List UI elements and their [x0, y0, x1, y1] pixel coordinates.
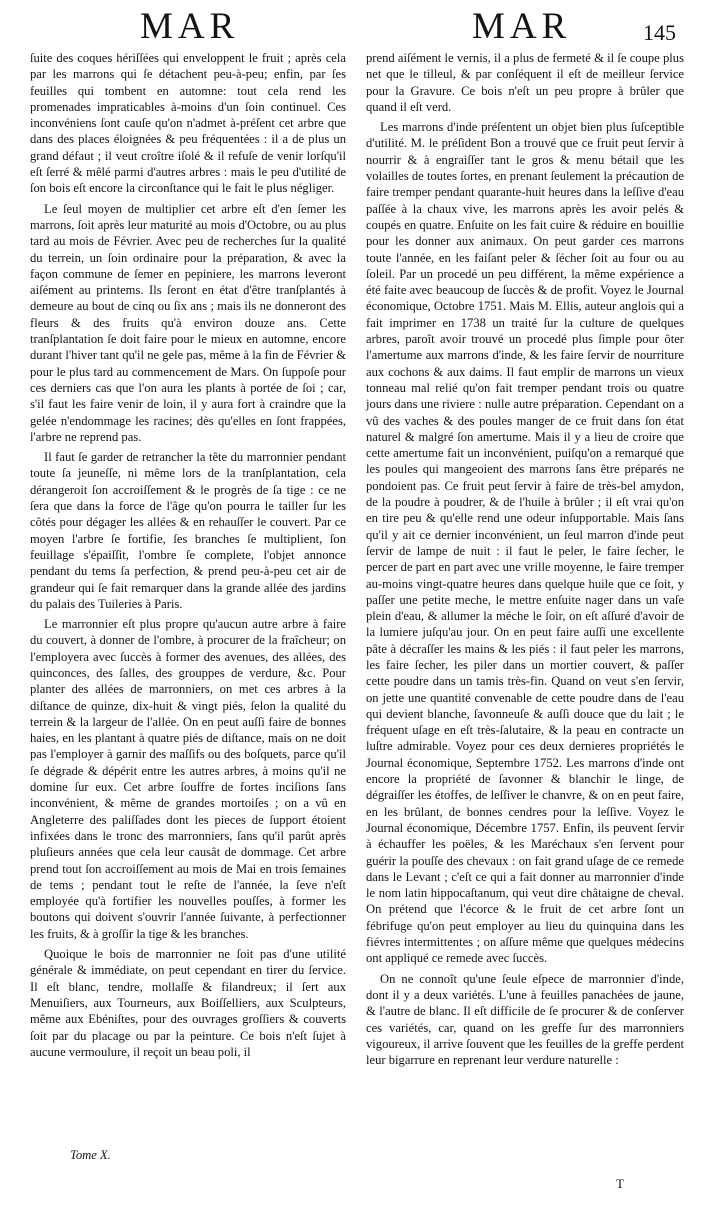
left-paragraph-4: Le marronnier eſt plus propre qu'aucun autre arbre à faire du couvert, à donner de l'ombre, à procurer de la fraîcheur; on l'employera avec ſuccès à former des avenues, des allées, des quinconces, des ſalles, des grouppes de verdure, &c. Pour planter des allées de marronniers, on met ces arbres à la diſtance de quinze, dix-huit & vingt piés, ſelon la qualité du terrein & la largeur de l'allée. On en peut auſſi faire de bonnes haies, en les plantant à quatre piés de diſtance, mais on ne doit pas l'employer à garnir des maſſifs ou des boſquets, parce qu'il ſe dégrade & dépérit entre les autres arbres, à moins qu'il ne domine ſur eux. Cet arbre ſouffre de fortes inciſions ſans inconvénient, & même de grandes mortoiſes ; on a vû en Angleterre des paliſſades dont les pieces de ſupport étoient infixées dans le tronc des marronniers, ſans qu'il parût après pluſieurs années que cela leur causât de dommage. Cet arbre prend tout ſon accroiſſement au mois de Mai en trois ſemaines de tems ; pendant tout le reſte de l'année, la ſeve n'eſt employée qu'à fortifier les nouvelles pouſſes, à former les boutons qui doivent s'ouvrir l'année ſuivante, à perfectionner les fruits, & à groſſir la tige & les branches.: [30, 617, 346, 941]
signature-mark: T: [616, 1176, 624, 1191]
volume-label: Tome X.: [70, 1148, 111, 1162]
page-number: 145: [643, 20, 676, 45]
right-paragraph-1: prend aiſément le vernis, il a plus de fermeté & il ſe coupe plus net que le tilleul, & par conſéquent il eſt de meilleur ſervice pour la Gravure. Ce bois n'eſt un peu propre à brûler que quand il eſt verd.: [366, 51, 684, 114]
left-paragraph-1: ſuite des coques hériſſées qui enveloppent le fruit ; après cela par les marrons qui ſe détachent peu-à-peu; enfin, par ſes feuilles qui tombent en automne: tout cela rend les promenades impraticables à-moins d'un ſoin continuel. Ces inconvéniens ſont cauſe qu'on n'admet à-préſent cet arbre que dans des places éloignées & peu fréquentées : il a de plus un grand défaut ; il veut croître iſolé & il refuſe de venir lorſqu'il eſt ſerré & mêlé parmi d'autres arbres : mais le peu d'utilité de ſon bois eſt encore la circonſtance qui le fait le plus négliger.: [30, 51, 346, 196]
left-paragraph-5: Quoique le bois de marronnier ne ſoit pas d'une utilité générale & immédiate, on peut cependant en tirer du ſervice. Il eſt blanc, tendre, mollaſſe & filandreux; il ſert aux Menuiſiers, aux Tourneurs, aux Boiſſelliers, aux Sculpteurs, même aux Ebéniſtes, pour des ouvrages groſſiers & couverts ſoit par du placage ou par la peinture. Ce bois n'eſt ſujet à aucune vermoulure, il reçoit un beau poli, il: [30, 947, 346, 1059]
right-paragraph-3: On ne connoît qu'une ſeule eſpece de marronnier d'inde, dont il y a deux variétés. L'une à feuilles panachées de jaune, & l'autre de blanc. Il eſt difficile de ſe procurer & de conſerver ces variétés, car, quand on les greffe ſur des marronniers vigoureux, il arrive ſouvent que les feuilles de la greffe perdent leur bigarrure en reprenant leur verdure naturelle :: [366, 971, 684, 1068]
left-paragraph-2: Le ſeul moyen de multiplier cet arbre eſt d'en ſemer les marrons, ſoit après leur maturité au mois d'Octobre, ou au plus tard au mois de Février. Avec peu de recherches ſur la qualité du terrein, un ſoin ordinaire pour la préparation, & avec la façon commune de ſemer en pepiniere, les marrons leveront aiſément au printems. Ils ſeront en état d'être tranſplantés à demeure au bout de cinq ou ſix ans ; mais ils ne donneront des fleurs & des fruits qu'à environ douze ans. Cette tranſplantation ſe doit faire pour le mieux en automne, encore durant l'hiver tant qu'il ne gele pas, même à la fin de Février & pour le plus tard au commencement de Mars. On ſuppoſe pour ces derniers cas que l'on aura les plants à portée de ſoi ; car, s'il faut les faire venir de loin, il y aura fort à craindre que la gelée n'endommage les racines; dès qu'elles en ſont frappées, l'arbre ne reprend pas.: [30, 201, 346, 444]
right-paragraph-2: Les marrons d'inde préſentent un objet bien plus ſuſceptible d'utilité. M. le préſident Bon a trouvé que ce fruit peut ſervir à nourrir & à engraiſſer tant le gros & menu bétail que les volailles de toutes ſortes, en prenant ſeulement la précaution de faire tremper pendant quarante-huit heures dans la leſſive d'eau paſſée à la chaux vive, les marrons après les avoir pelés & coupés en quatre. Enſuite on les fait cuire & réduire en bouillie pour les donner aux animaux. On peut garder ces marrons toute l'année, en les faiſant peler & ſécher ſoit au four ou au ſoleil. Par un procedé un peu différent, la même expérience a été faite avec beaucoup de ſuccès & de profit. Voyez le Journal économique, Octobre 1751. Mais M. Ellis, auteur anglois qui a fait imprimer en 1738 un traité ſur la culture de quelques arbres, paroît avoir trouvé un procedé plus ſimple pour ôter l'amertume aux marrons d'inde, & les faire ſervir de nourriture aux cochons & aux daims. Il faut emplir de marrons un vieux tonneau mal relié qu'on fait tremper pendant trois ou quatre jours dans une riviere : nulle autre préparation. Cependant on a vû des vaches & des poules manger de ce fruit dans ſon état naturel & malgré ſon amertume. Mais il y a lieu de croire que cette amertume fait un inconvénient, puiſqu'on a remarqué que les poules qui mangeoient des marrons ſans être préparés ne pondoient pas. Ce fruit peut ſervir à faire de très-bel amydon, de la poudre à poudrer, & de l'huile à brûler ; il eſt vrai qu'on en tire peu & qu'elle rend une odeur inſupportable. Mais ſans qu'il y ait ce dernier inconvénient, un ſeul marron d'inde peut ſervir de lampe de nuit : il faut le peler, le faire ſecher, le percer de part en part avec une vrille moyenne, le faire tremper au-moins vingt-quatre heures dans quelque huile que ce ſoit, y paſſer une petite meche, le mettre enſuite nager dans un vaſe plein d'eau, & allumer la méche le ſoir, on eſt aſſuré d'avoir de la lumiere juſqu'au jour. On en peut faire auſſi une excellente pâte à décraſſer les mains & les piés : il faut peler les marrons, les faire ſecher, les piler dans un mortier couvert, & paſſer cette poudre dans un tamis très-fin. Quand on veut s'en ſervir, on jette une quantité convenable de cette poudre dans de l'eau qui devient blanche, ſavonneuſe & auſſi douce que du lait ; le fréquent uſage en eſt très-ſalutaire, & la peau en contracte un luſtre admirable. Voyez pour ces deux dernieres propriétés le Journal économique, Septembre 1752. Les marrons d'inde ont encore la propriété de ſavonner & blanchir le linge, de dégraiſſer les étoffes, de leſſiver le chanvre, & on en peut faire, en les brûlant, de bonnes cendres pour la leſſive. Voyez le Journal économique, Décembre 1757. Enfin, ils peuvent ſervir à échauffer les poëles, & les Maréchaux s'en ſervent pour guérir la pouſſe des chevaux : on fait grand uſage de ce remede dans le Levant ; c'eſt ce qui a fait donner au marronnier d'inde le nom latin hippocaſtanum, qui veut dire châtaigne de cheval. On prétend que l'écorce & le fruit de cet arbre ſont un fébrifuge qu'on peut employer au lieu du quinquina dans les fiévres intermittentes ; on aſſure même que quelques médecins ont appliqué ce remede avec ſuccès.: [366, 120, 684, 966]
running-header: [0, 6, 713, 48]
header-left-word: MAR: [140, 6, 240, 47]
right-column: [366, 50, 684, 1072]
header-right-word: MAR: [472, 6, 572, 47]
left-column: [30, 50, 346, 1064]
left-paragraph-3: Il faut ſe garder de retrancher la tête du marronnier pendant toute ſa jeuneſſe, ni même lors de la tranſplantation, cela dérangeroit ſon accroiſſement & le progrès de ſa tige : ce ne ſera que dans la force de l'âge qu'on pourra le tailler ſur les côtés pour dégager les allées & en rehauſſer le couvert. Par ce moyen l'arbre ſe fortifie, ſes branches ſe multiplient, ſon feuillage s'épaiſſit, l'ombre ſe complete, l'objet annonce pendant du tems ſa perfection, & prend peu-à-peu cet air de grandeur qui ſe fait remarquer dans la grande allée des jardins du palais des Tuileries à Paris.: [30, 450, 346, 611]
